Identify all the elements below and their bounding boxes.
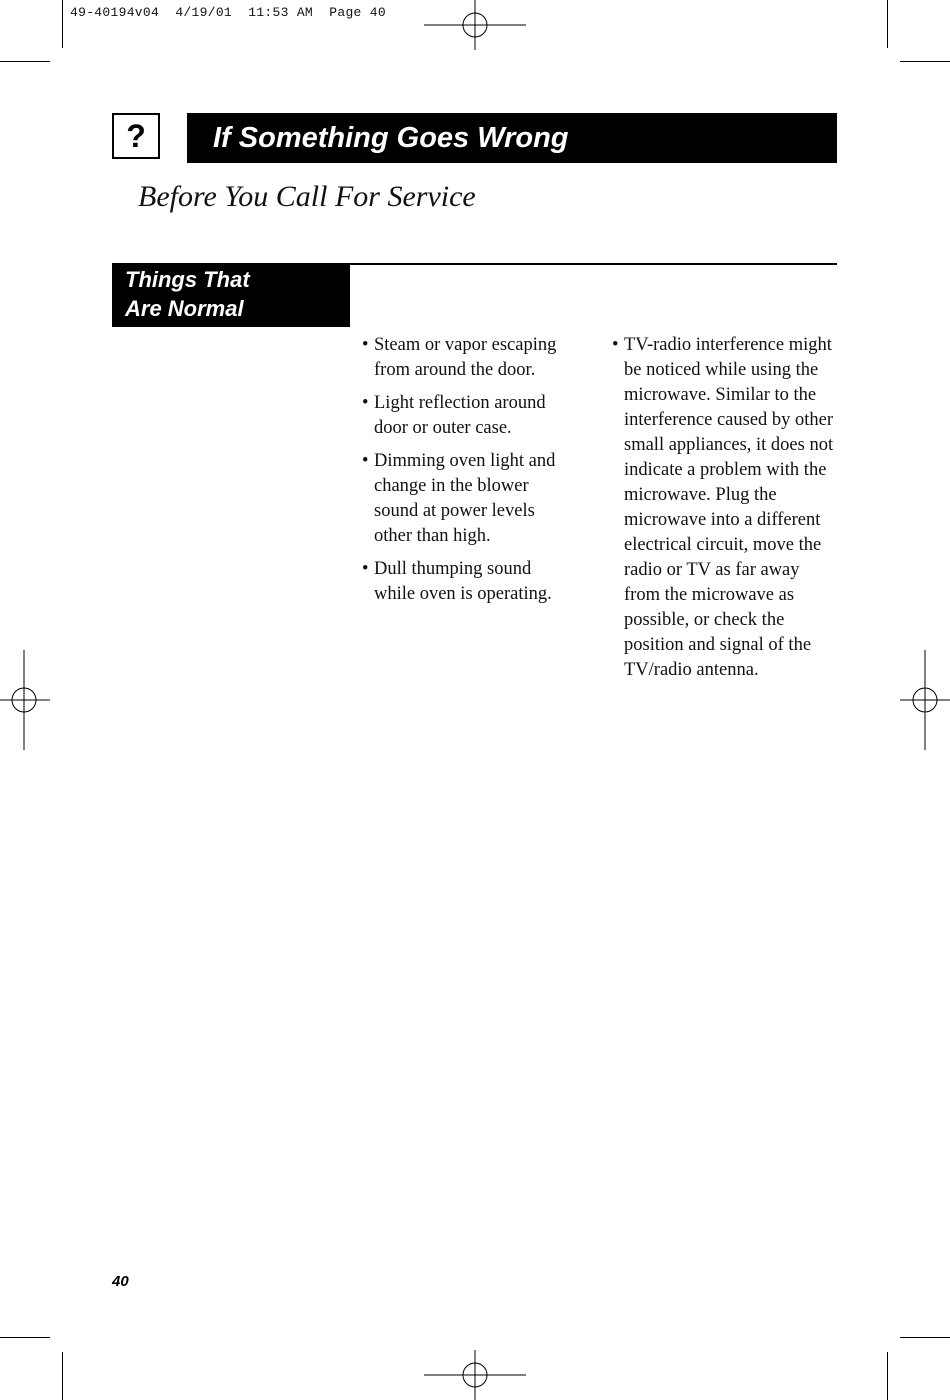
crop-mark-top-left-h — [0, 61, 50, 62]
normal-items-column-1 — [362, 333, 576, 615]
crop-mark-bottom-left-h — [0, 1337, 50, 1338]
registration-mark-left-icon — [0, 650, 50, 750]
page-title-bar — [187, 113, 837, 163]
list-item-text: Steam or vapor escaping from around the door. — [374, 335, 557, 380]
section-label — [112, 263, 350, 327]
bullet: • — [362, 393, 369, 413]
list-item-text: Dimming oven light and change in the blower sound at power levels other than high. — [374, 451, 556, 546]
crop-mark-top-left-v — [62, 0, 63, 48]
section-label-line2: Are Normal — [125, 296, 244, 321]
registration-mark-top-icon — [424, 0, 526, 50]
bullet: • — [362, 451, 369, 471]
list-item-text: Light reflection around door or outer case. — [374, 393, 546, 438]
normal-items-column-2 — [612, 333, 840, 691]
question-mark-icon — [112, 113, 160, 159]
list-item — [362, 333, 576, 383]
page-title: If Something Goes Wrong — [213, 122, 569, 154]
print-slug: 49-40194v04 4/19/01 11:53 AM Page 40 — [70, 5, 386, 20]
page-number: 40 — [112, 1273, 129, 1290]
list-item-text: TV-radio interference might be noticed while using the microwave. Similar to the interference caused by other small appliances, it does not indicate a problem with the microwave. Plug the microwave into a different electrical circuit, move the radio or TV as far away from the microwave as possible, or check the position and signal of the TV/radio antenna. — [624, 335, 834, 680]
section-label-line1: Things That — [125, 267, 250, 292]
list-item — [362, 449, 576, 549]
bullet: • — [612, 335, 619, 355]
list-item — [612, 333, 840, 683]
registration-mark-bottom-icon — [424, 1350, 526, 1400]
list-item — [362, 391, 576, 441]
crop-mark-top-right-v — [887, 0, 888, 48]
list-item-text: Dull thumping sound while oven is operating. — [374, 559, 552, 604]
list-item — [362, 557, 576, 607]
question-mark-glyph: ? — [126, 117, 146, 154]
registration-mark-right-icon — [900, 650, 950, 750]
crop-mark-bottom-right-v — [887, 1352, 888, 1400]
crop-mark-bottom-left-v — [62, 1352, 63, 1400]
crop-mark-top-right-h — [900, 61, 950, 62]
bullet: • — [362, 559, 369, 579]
bullet: • — [362, 335, 369, 355]
crop-mark-bottom-right-h — [900, 1337, 950, 1338]
page-subtitle: Before You Call For Service — [138, 180, 476, 213]
